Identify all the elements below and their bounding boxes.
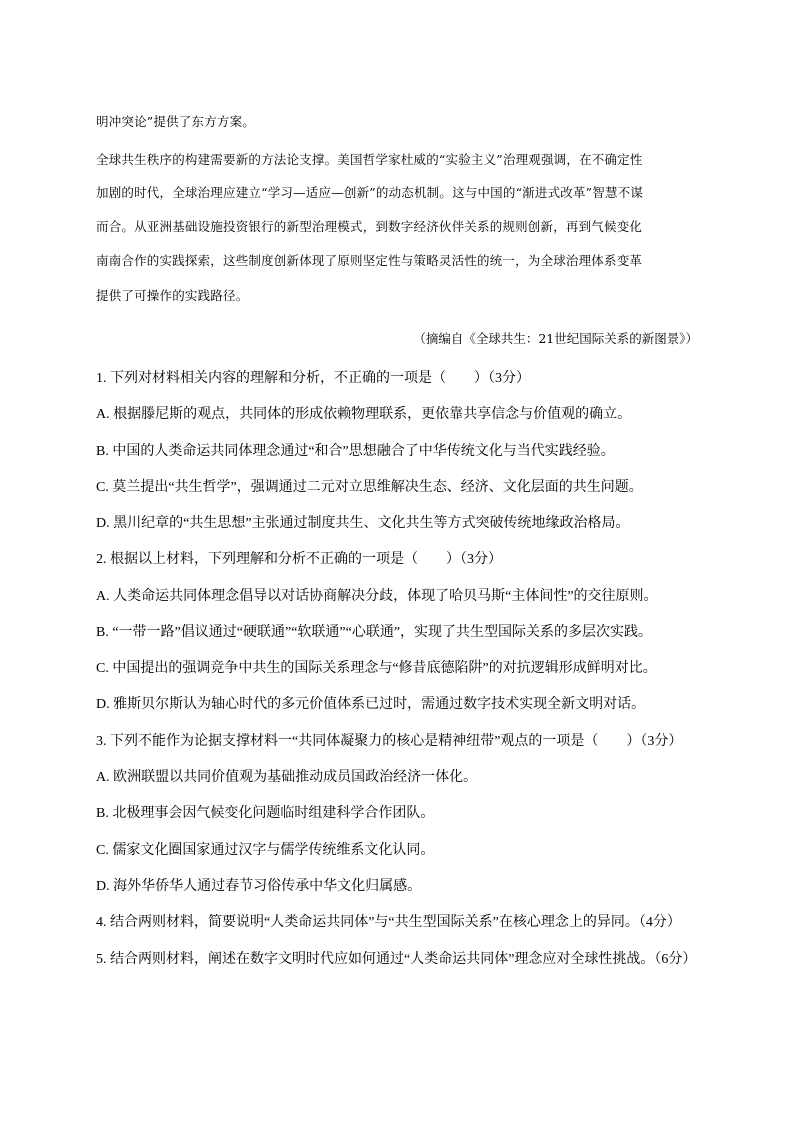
question-3-option-d: D. 海外华侨华人通过春节习俗传承中华文化归属感。 — [96, 879, 422, 894]
question-1-option-d: D. 黑川纪章的“共生思想”主张通过制度共生、文化共生等方式突破传统地缘政治格局。 — [96, 516, 630, 531]
question-2-option-d: D. 雅斯贝尔斯认为轴心时代的多元价值体系已过时，需通过数字技术实现全新文明对话。 — [96, 697, 646, 712]
passage-line-3: 加剧的时代，全球治理应建立“学习—适应—创新”的动态机制。这与中国的“渐进式改革”智慧不谋 — [96, 185, 644, 200]
question-2-option-b: B. “一带一路”倡议通过“硬联通”“软联通”“心联通”，实现了共生型国际关系的多层次实践。 — [96, 625, 653, 640]
question-1-option-a: A. 根据滕尼斯的观点，共同体的形成依赖物理联系，更依靠共享信念与价值观的确立。 — [96, 407, 632, 422]
question-2-option-a: A. 人类命运共同体理念倡导以对话协商解决分歧，体现了哈贝马斯“主体间性”的交往原则。 — [96, 589, 658, 604]
question-5-stem: 5. 结合两则材料，阐述在数字文明时代应如何通过“人类命运共同体”理念应对全球性挑战。（6分） — [96, 952, 697, 967]
passage-line-2: 全球共生秩序的构建需要新的方法论支撑。美国哲学家杜威的“实验主义”治理观强调，在不确定性 — [96, 152, 643, 167]
question-3-option-b: B. 北极理事会因气候变化问题临时组建科学合作团队。 — [96, 806, 435, 821]
question-1-option-b: B. 中国的人类命运共同体理念通过“和合”思想融合了中华传统文化与当代实践经验。 — [96, 444, 615, 459]
question-3-option-a: A. 欧洲联盟以共同价值观为基础推动成员国政治经济一体化。 — [96, 770, 478, 785]
passage-line-4: 而合。从亚洲基础设施投资银行的新型治理模式，到数字经济伙伴关系的规则创新，再到气候变化 — [96, 219, 643, 234]
question-1-option-c: C. 莫兰提出“共生哲学”，强调通过二元对立思维解决生态、经济、文化层面的共生问题。 — [96, 480, 643, 495]
question-3-option-c: C. 儒家文化圈国家通过汉字与儒学传统维系文化认同。 — [96, 843, 435, 858]
passage-line-6: 提供了可操作的实践路径。 — [96, 288, 249, 303]
question-1-stem: 1. 下列对材料相关内容的理解和分析，不正确的一项是（ ）（3分） — [96, 371, 530, 386]
question-2-stem: 2. 根据以上材料，下列理解和分析不正确的一项是（ ）（3分） — [96, 552, 502, 567]
question-4-stem: 4. 结合两则材料，简要说明“人类命运共同体”与“共生型国际关系”在核心理念上的异同。（4分） — [96, 915, 681, 930]
question-2-option-c: C. 中国提出的强调竞争中共生的国际关系理念与“修昔底德陷阱”的对抗逻辑形成鲜明对比。 — [96, 661, 657, 676]
passage-line-5: 南南合作的实践探索，这些制度创新体现了原则坚定性与策略灵活性的统一，为全球治理体系变革 — [96, 253, 643, 268]
passage-line-1: 明冲突论”提供了东方方案。 — [96, 114, 255, 129]
source-citation: （摘编自《全球共生：21世纪国际关系的新图景》） — [413, 331, 698, 346]
question-3-stem: 3. 下列不能作为论据支撑材料一“共同体凝聚力的核心是精神纽带”观点的一项是（ ）（3分） — [96, 734, 683, 749]
